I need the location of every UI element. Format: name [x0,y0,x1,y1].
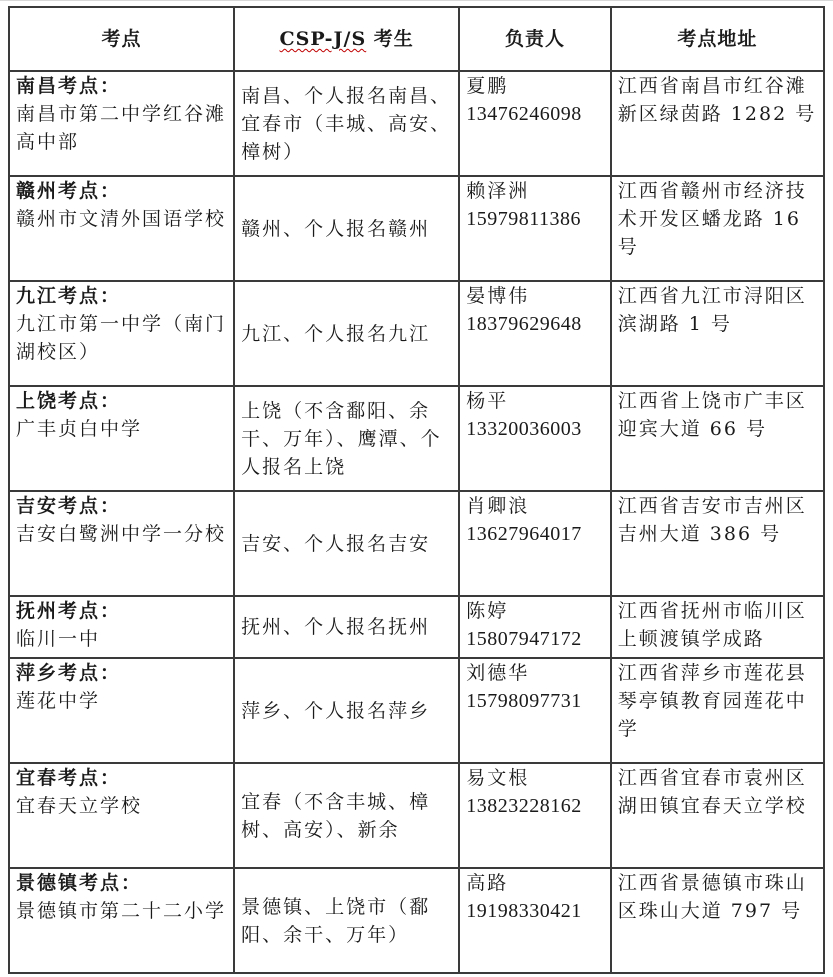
contact-phone: 15979811386 [466,208,582,230]
contact-cell [459,596,611,658]
region-cell: 南昌、个人报名南昌、宜春市（丰城、高安、樟树） [234,71,459,176]
exam-site-table [8,6,825,974]
contact-phone: 19198330421 [466,900,582,922]
site-desc: 九江市第一中学（南门湖校区） [16,313,227,363]
site-name: 景德镇考点： [16,872,143,894]
table-row [9,386,824,491]
address-cell: 江西省宜春市袁州区湖田镇宜春天立学校 [611,763,824,868]
site-name: 吉安考点： [16,495,122,517]
contact-cell [459,658,611,763]
site-cell [9,658,234,763]
site-desc: 赣州市文清外国语学校 [16,208,227,230]
contact-name: 杨平 [466,390,509,412]
table-row [9,281,824,386]
contact-phone: 15807947172 [466,628,582,650]
region-cell: 抚州、个人报名抚州 [234,596,459,658]
contact-name: 易文根 [466,767,530,789]
site-cell [9,71,234,176]
contact-name: 刘德华 [466,662,530,684]
region-cell: 九江、个人报名九江 [234,281,459,386]
contact-cell [459,868,611,973]
contact-cell [459,763,611,868]
site-cell [9,596,234,658]
header-csp [234,7,459,71]
region-cell: 景德镇、上饶市（鄱阳、余干、万年） [234,868,459,973]
site-desc: 吉安白鹭洲中学一分校 [16,523,227,545]
contact-phone: 13627964017 [466,523,582,545]
site-name: 上饶考点： [16,390,122,412]
contact-phone: 13476246098 [466,103,582,125]
contact-cell [459,386,611,491]
region-cell: 宜春（不含丰城、樟树、高安）、新余 [234,763,459,868]
address-cell: 江西省抚州市临川区上顿渡镇学成路 [611,596,824,658]
site-desc: 临川一中 [16,628,101,650]
header-csp-prefix: CSP-J/S [279,28,367,50]
site-desc: 莲花中学 [16,690,101,712]
contact-cell [459,491,611,596]
region-cell: 吉安、个人报名吉安 [234,491,459,596]
site-name: 九江考点： [16,285,122,307]
table-row [9,658,824,763]
contact-phone: 13823228162 [466,795,582,817]
contact-name: 高路 [466,872,509,894]
address-cell: 江西省上饶市广丰区迎宾大道 66 号 [611,386,824,491]
contact-phone: 13320036003 [466,418,582,440]
site-desc: 宜春天立学校 [16,795,143,817]
address-cell: 江西省南昌市红谷滩新区绿茵路 1282 号 [611,71,824,176]
table-row [9,596,824,658]
address-cell: 江西省赣州市经济技术开发区蟠龙路 16 号 [611,176,824,281]
site-name: 宜春考点： [16,767,122,789]
address-cell: 江西省九江市浔阳区滨湖路 1 号 [611,281,824,386]
site-cell [9,868,234,973]
contact-cell [459,281,611,386]
address-cell: 江西省景德镇市珠山区珠山大道 797 号 [611,868,824,973]
table-row [9,71,824,176]
site-desc: 南昌市第二中学红谷滩高中部 [16,103,227,153]
header-contact: 负责人 [459,7,611,71]
site-cell [9,763,234,868]
address-cell: 江西省吉安市吉州区吉州大道 386 号 [611,491,824,596]
site-name: 萍乡考点： [16,662,122,684]
site-cell [9,386,234,491]
region-cell: 萍乡、个人报名萍乡 [234,658,459,763]
contact-phone: 18379629648 [466,313,582,335]
header-site: 考点 [9,7,234,71]
site-desc: 广丰贞白中学 [16,418,143,440]
site-name: 南昌考点： [16,75,122,97]
contact-name: 晏博伟 [466,285,530,307]
table-row [9,868,824,973]
header-row [9,7,824,71]
site-cell [9,491,234,596]
site-name: 赣州考点： [16,180,122,202]
site-cell [9,281,234,386]
header-csp-suffix: 考生 [366,28,414,50]
contact-name: 赖泽洲 [466,180,530,202]
site-cell [9,176,234,281]
page-top-rule [0,0,833,1]
table-row [9,491,824,596]
contact-cell [459,71,611,176]
table-row [9,763,824,868]
address-cell: 江西省萍乡市莲花县琴亭镇教育园莲花中学 [611,658,824,763]
contact-name: 陈婷 [466,600,509,622]
contact-name: 夏鹏 [466,75,509,97]
region-cell: 上饶（不含鄱阳、余干、万年）、鹰潭、个人报名上饶 [234,386,459,491]
contact-phone: 15798097731 [466,690,582,712]
table-row [9,176,824,281]
contact-cell [459,176,611,281]
contact-name: 肖卿浪 [466,495,530,517]
site-name: 抚州考点： [16,600,122,622]
header-address: 考点地址 [611,7,824,71]
region-cell: 赣州、个人报名赣州 [234,176,459,281]
site-desc: 景德镇市第二十二小学 [16,900,227,922]
